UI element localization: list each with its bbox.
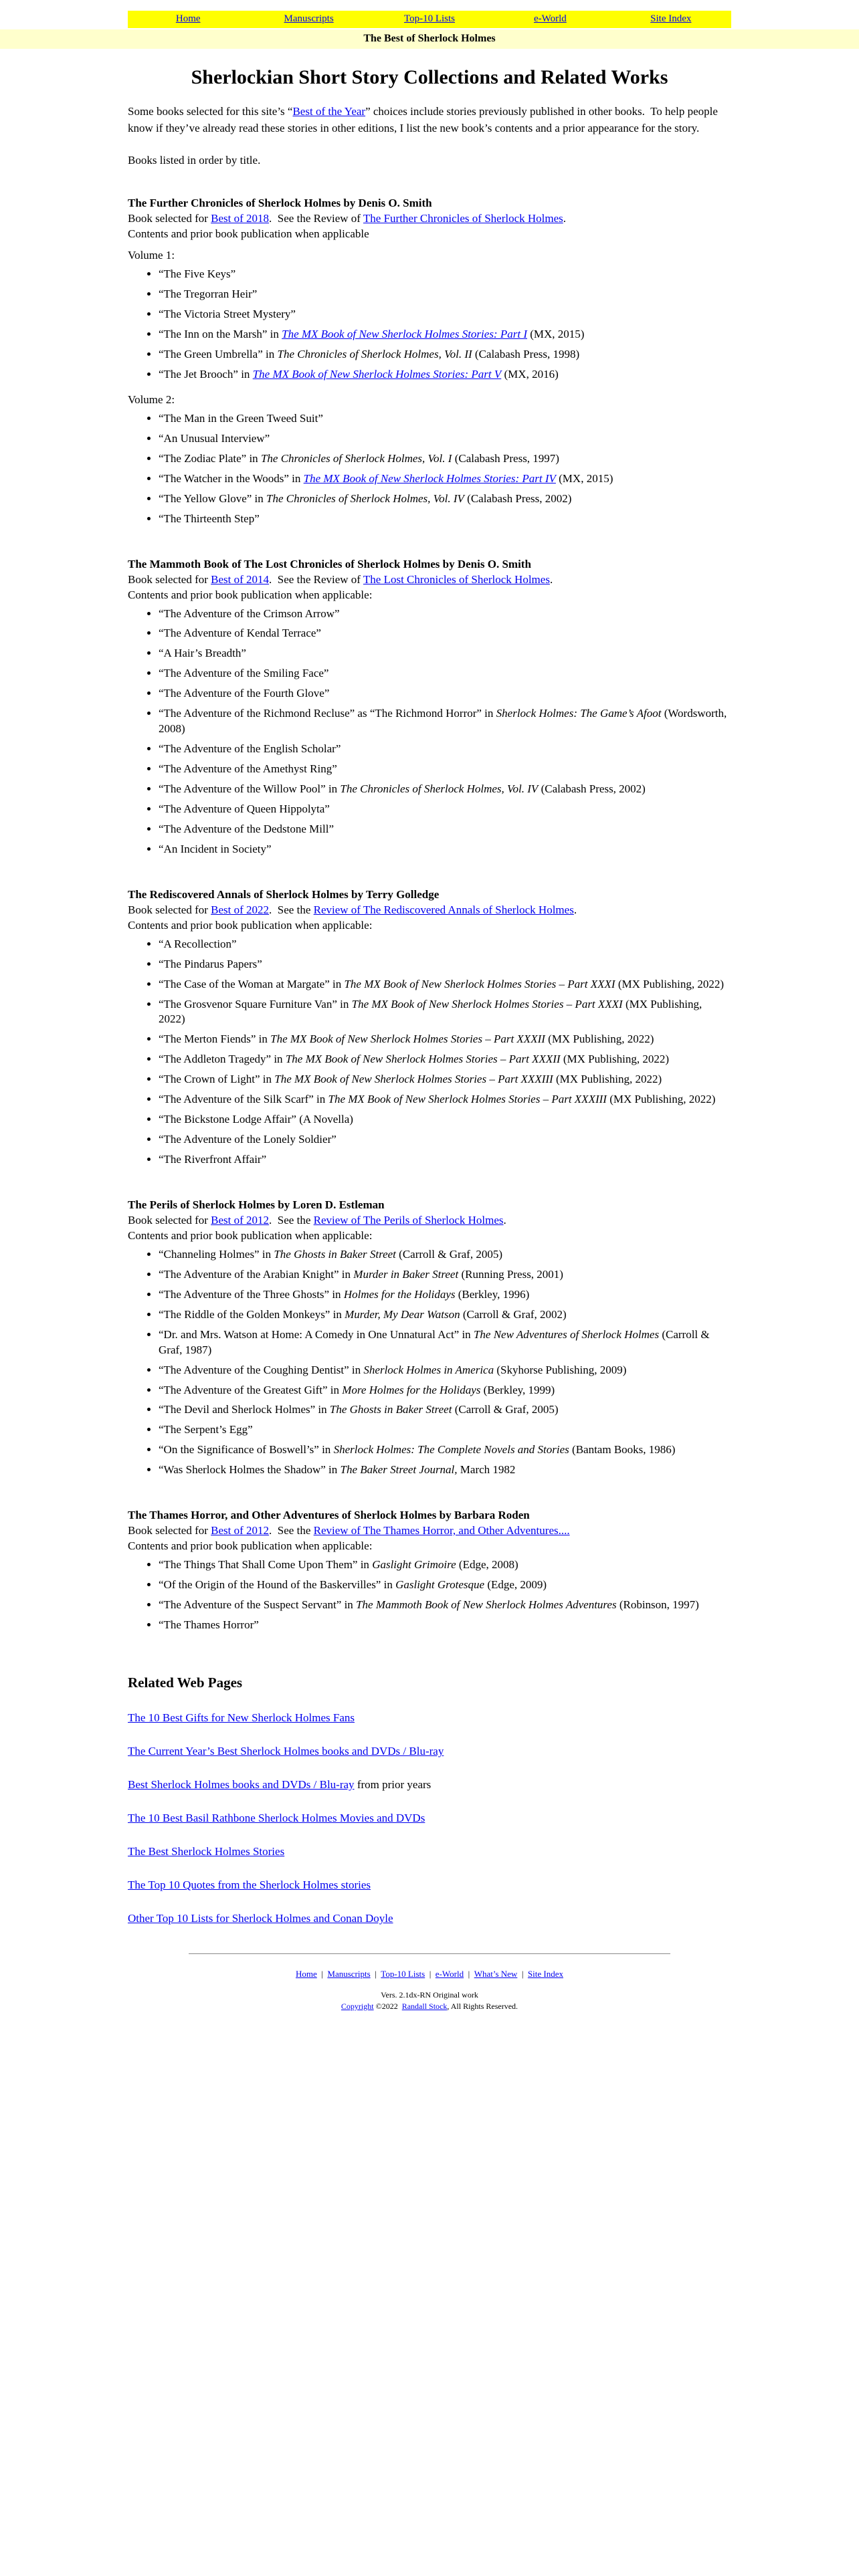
book-section — [128, 1198, 731, 1478]
story-item — [159, 1132, 731, 1148]
related-link-line — [128, 1812, 731, 1825]
story-list — [128, 411, 731, 527]
text-segment: (Berkley, 1999) — [480, 1383, 555, 1396]
contents-label: Contents and prior book publication when applicable: — [128, 918, 373, 932]
footer-separator: | — [464, 1968, 474, 1979]
text-segment: “The Yellow Glove” in — [159, 492, 267, 505]
story-item — [159, 706, 731, 737]
text-segment: (MX Publishing, 2022) — [560, 1053, 670, 1066]
text-segment: “The Adventure of the Arabian Knight” in — [159, 1267, 354, 1281]
text-segment: (Carroll & Graf, 2005) — [452, 1403, 559, 1416]
story-item — [159, 626, 731, 641]
text-segment: “The Adventure of Kendal Terrace” — [159, 627, 321, 640]
text-segment: (Carroll & Graf, 2002) — [460, 1307, 567, 1321]
text-segment: The Chronicles of Sherlock Holmes, Vol. I — [260, 451, 452, 465]
text-segment: “The Things That Shall Come Upon Them” in — [159, 1558, 373, 1572]
best-of-link[interactable]: Best of 2012 — [211, 1524, 270, 1537]
text-segment: “The Riverfront Affair” — [159, 1153, 267, 1166]
story-item — [159, 666, 731, 681]
text-segment: Book selected for — [128, 212, 211, 225]
story-item — [159, 686, 731, 702]
book-section — [128, 558, 731, 857]
author-link[interactable]: Randall Stock — [401, 2001, 448, 2011]
footer-divider — [189, 1953, 670, 1954]
story-item — [159, 492, 731, 507]
text-segment: “The Merton Fiends” in — [159, 1033, 271, 1046]
text-segment: “The Zodiac Plate” in — [159, 451, 261, 465]
text-segment: (MX Publishing, 2022) — [606, 1093, 716, 1106]
text-segment: The Mammoth Book of New Sherlock Holmes Adventures — [356, 1598, 617, 1612]
contents-label: Contents and prior book publication when applicable: — [128, 588, 373, 601]
story-item — [159, 842, 731, 857]
contents-label: Contents and prior book publication when applicable: — [128, 1539, 373, 1553]
story-item — [159, 471, 731, 487]
text-segment: “Of the Origin of the Hound of the Baskervilles” in — [159, 1578, 396, 1592]
text-segment: “The Five Keys” — [159, 267, 236, 281]
story-item — [159, 802, 731, 817]
related-pages-heading: Related Web Pages — [128, 1674, 243, 1691]
text-segment: Book selected for — [128, 903, 211, 916]
text-segment: “An Incident in Society” — [159, 842, 272, 855]
best-of-link[interactable]: Best of 2014 — [211, 572, 270, 586]
text-segment: “The Adventure of the Coughing Dentist” in — [159, 1363, 364, 1376]
page-title: Sherlockian Short Story Collections and Related Works — [191, 66, 668, 88]
story-item — [159, 1363, 731, 1378]
text-segment: The Ghosts in Baker Street — [329, 1403, 452, 1416]
best-of-link[interactable]: Best of 2018 — [211, 212, 270, 225]
book-sections — [128, 197, 731, 1633]
text-segment: “The Addleton Tragedy” in — [159, 1053, 286, 1066]
story-item — [159, 1442, 731, 1458]
text-segment: “The Adventure of the Three Ghosts” in — [159, 1287, 344, 1301]
story-item — [159, 1247, 731, 1263]
volume-label: Volume 2: — [128, 393, 175, 406]
text-segment: (Bantam Books, 1986) — [569, 1443, 676, 1457]
text-segment: “The Adventure of the Lonely Soldier” — [159, 1133, 337, 1146]
book-selection-line — [128, 1214, 731, 1227]
nav-link-home[interactable]: Home — [175, 13, 201, 24]
story-item — [159, 1287, 731, 1303]
story-item — [159, 1402, 731, 1418]
text-segment: . See the Review of — [269, 572, 363, 586]
related-link-line — [128, 1711, 731, 1725]
book-title-link[interactable]: The MX Book of New Sherlock Holmes Stories: Part V — [252, 367, 502, 381]
text-segment: “An Unusual Interview” — [159, 431, 270, 445]
text-segment: (Calabash Press, 1997) — [452, 451, 559, 465]
nav-cell-e-world — [490, 11, 610, 28]
text-segment: (MX Publishing, 2022) — [553, 1073, 662, 1086]
footer-nav-link-top-10-lists[interactable]: Top-10 Lists — [381, 1968, 425, 1979]
related-link[interactable]: Best Sherlock Holmes books and DVDs / Blu-ray — [128, 1778, 355, 1791]
text-segment: . — [549, 572, 553, 586]
book-title-link[interactable]: The MX Book of New Sherlock Holmes Stories: Part IV — [303, 471, 556, 485]
story-item — [159, 327, 731, 342]
book-section — [128, 1509, 731, 1633]
text-segment: (Carroll & Graf, 1987) — [159, 1327, 710, 1356]
text-segment: March 1982 — [457, 1463, 516, 1477]
story-item — [159, 957, 731, 972]
story-item — [159, 1307, 731, 1323]
nav-cell-manuscripts — [248, 11, 369, 28]
book-section — [128, 888, 731, 1168]
best-of-link[interactable]: Best of 2022 — [211, 903, 270, 916]
story-list — [128, 937, 731, 1168]
text-segment: The New Adventures of Sherlock Holmes — [473, 1327, 660, 1341]
footer-separator: | — [316, 1968, 328, 1979]
footer-separator: | — [370, 1968, 381, 1979]
footer-nav-link-e-world[interactable]: e-World — [435, 1968, 464, 1979]
text-segment: “Dr. and Mrs. Watson at Home: A Comedy in One Unnatural Act” in — [159, 1327, 474, 1341]
text-segment: “The Adventure of the Greatest Gift” in — [159, 1383, 343, 1396]
story-item — [159, 431, 731, 447]
intro-paragraph — [128, 104, 731, 136]
text-segment: “The Adventure of the Smiling Face” — [159, 667, 329, 680]
text-segment: “The Adventure of the Silk Scarf” in — [159, 1093, 328, 1106]
related-links — [128, 1711, 731, 1925]
text-segment: (MX Publishing, 2022) — [159, 997, 702, 1026]
nav-link-e-world[interactable]: e-World — [533, 13, 567, 24]
book-title-heading: The Perils of Sherlock Holmes by Loren D. Estleman — [128, 1198, 385, 1211]
footer-nav-link-what-s-new[interactable]: What’s New — [474, 1968, 518, 1979]
story-item — [159, 822, 731, 837]
text-segment: “The Case of the Woman at Margate” in — [159, 977, 345, 990]
text-segment: . See the — [269, 903, 314, 916]
text-segment: The Chronicles of Sherlock Holmes, Vol. IV — [266, 492, 464, 505]
text-segment: Murder in Baker Street — [353, 1267, 459, 1281]
story-item — [159, 937, 731, 952]
story-item — [159, 762, 731, 777]
story-item — [159, 1032, 731, 1047]
top-nav — [128, 11, 731, 28]
related-link[interactable]: The Current Year’s Best Sherlock Holmes books and DVDs / Blu-ray — [128, 1744, 444, 1757]
text-segment: Book selected for — [128, 1213, 211, 1226]
text-segment: (Calabash Press, 1998) — [472, 348, 580, 361]
text-segment: Book selected for — [128, 1524, 211, 1537]
text-segment: “The Man in the Green Tweed Suit” — [159, 411, 323, 425]
text-segment: . — [573, 903, 577, 916]
site-title: The Best of Sherlock Holmes — [363, 33, 496, 44]
related-link-line — [128, 1845, 731, 1858]
story-item — [159, 267, 731, 282]
text-segment: The MX Book of New Sherlock Holmes Stories – Part XXXI — [351, 997, 623, 1010]
text-segment: Sherlock Holmes: The Complete Novels and Stories — [333, 1443, 569, 1457]
story-item — [159, 347, 731, 362]
text-segment: “The Thames Horror” — [159, 1618, 259, 1632]
text-segment: “A Hair’s Breadth” — [159, 647, 246, 660]
story-item — [159, 1327, 731, 1358]
volume-label: Volume 1: — [128, 249, 175, 262]
text-segment: (MX, 2015) — [527, 328, 585, 341]
story-item — [159, 307, 731, 322]
text-segment: “The Adventure of the Fourth Glove” — [159, 687, 330, 700]
book-selection-line — [128, 1524, 731, 1537]
related-link-line — [128, 1745, 731, 1758]
story-item — [159, 1463, 731, 1478]
text-segment: (MX Publishing, 2022) — [545, 1033, 654, 1046]
story-item — [159, 977, 731, 992]
footer-nav — [0, 1969, 859, 1979]
text-segment: Some books selected for this site’s “ — [128, 105, 293, 118]
text-segment: (Carroll & Graf, 2005) — [395, 1247, 502, 1261]
story-item — [159, 367, 731, 383]
text-segment: . — [563, 212, 567, 225]
book-title-heading: The Rediscovered Annals of Sherlock Holmes by Terry Golledge — [128, 887, 440, 901]
text-segment: The Baker Street Journal, — [340, 1463, 458, 1477]
text-segment: (Berkley, 1996) — [455, 1287, 530, 1301]
related-link-line — [128, 1912, 731, 1925]
story-item — [159, 1598, 731, 1613]
text-segment: . — [503, 1213, 506, 1226]
review-link[interactable]: Review of The Thames Horror, and Other Adventures.... — [313, 1524, 570, 1537]
page-footer — [0, 1953, 859, 2012]
text-segment: “The Riddle of the Golden Monkeys” in — [159, 1307, 345, 1321]
story-item — [159, 1558, 731, 1573]
text-segment: “The Adventure of the Amethyst Ring” — [159, 762, 337, 776]
text-segment: “The Crown of Light” in — [159, 1073, 275, 1086]
text-segment: Holmes for the Holidays — [343, 1287, 456, 1301]
review-link[interactable]: Review of The Perils of Sherlock Holmes — [313, 1213, 504, 1226]
best-of-link[interactable]: Best of 2012 — [211, 1213, 270, 1226]
related-link[interactable]: Other Top 10 Lists for Sherlock Holmes and Conan Doyle — [128, 1911, 393, 1925]
related-link-line — [128, 1879, 731, 1892]
text-segment: ” choices include stories previously published in other books. To help people know if they’ve already read these stories in other editions, I list the new book’s contents and a prior appearance for the story. — [128, 105, 718, 134]
text-segment: The MX Book of New Sherlock Holmes Stories – Part XXXI — [344, 977, 615, 990]
story-list — [128, 1247, 731, 1478]
nav-cell-site-index — [611, 11, 731, 28]
text-segment: “On the Significance of Boswell’s” in — [159, 1443, 334, 1457]
text-segment: “The Adventure of the Suspect Servant” in — [159, 1598, 357, 1612]
text-segment: “The Thirteenth Step” — [159, 512, 260, 525]
story-item — [159, 742, 731, 757]
text-segment: Book selected for — [128, 572, 211, 586]
text-segment: Gaslight Grimoire — [372, 1558, 456, 1572]
story-item — [159, 1618, 731, 1633]
main-content — [128, 66, 731, 1925]
text-segment: “The Adventure of the Richmond Recluse” as “The Richmond Horror” in — [159, 707, 496, 720]
text-segment: (MX, 2016) — [501, 367, 559, 381]
top-nav-row — [128, 11, 731, 28]
copyright-line — [0, 2002, 859, 2012]
text-segment: “Channeling Holmes” in — [159, 1247, 274, 1261]
related-link[interactable]: The Best Sherlock Holmes Stories — [128, 1844, 285, 1858]
text-segment: “The Jet Brooch” in — [159, 367, 253, 381]
story-list — [128, 1558, 731, 1633]
text-segment: The MX Book of New Sherlock Holmes Stories – Part XXXII — [270, 1033, 545, 1046]
text-segment: The MX Book of New Sherlock Holmes Stories – Part XXXII — [285, 1053, 561, 1066]
story-item — [159, 646, 731, 661]
story-item — [159, 607, 731, 622]
text-segment: “The Watcher in the Woods” in — [159, 471, 304, 485]
story-list — [128, 607, 731, 857]
top-nav-wrap — [0, 0, 859, 49]
story-list — [128, 267, 731, 383]
text-segment: “The Victoria Street Mystery” — [159, 308, 296, 321]
text-segment: “The Adventure of the Dedstone Mill” — [159, 822, 335, 835]
text-segment: “The Adventure of the Crimson Arrow” — [159, 607, 340, 620]
footer-nav-link-manuscripts[interactable]: Manuscripts — [327, 1968, 371, 1979]
story-item — [159, 1383, 731, 1398]
story-item — [159, 1072, 731, 1087]
story-item — [159, 1152, 731, 1168]
nav-link-site-index[interactable]: Site Index — [650, 13, 692, 24]
book-title-heading: The Thames Horror, and Other Adventures of Sherlock Holmes by Barbara Roden — [128, 1509, 530, 1522]
copyright-link[interactable]: Copyright — [341, 2001, 374, 2011]
story-item — [159, 997, 731, 1028]
text-segment: “The Green Umbrella” in — [159, 348, 278, 361]
text-segment: . See the — [269, 1524, 314, 1537]
text-segment: from prior years — [354, 1778, 432, 1791]
story-item — [159, 512, 731, 527]
text-segment: “The Adventure of the Willow Pool” in — [159, 782, 341, 795]
footer-nav-link-home[interactable]: Home — [296, 1968, 317, 1979]
text-segment: The MX Book of New Sherlock Holmes Stories – Part XXXIII — [274, 1073, 553, 1086]
text-segment: (MX, 2015) — [555, 471, 613, 485]
story-item — [159, 1578, 731, 1593]
text-segment: More Holmes for the Holidays — [342, 1383, 481, 1396]
text-segment: “The Adventure of the English Scholar” — [159, 742, 341, 756]
book-title-link[interactable]: The MX Book of New Sherlock Holmes Stories: Part I — [282, 328, 527, 341]
nav-link-top-10-lists[interactable]: Top-10 Lists — [403, 13, 455, 24]
story-item — [159, 1092, 731, 1107]
book-title-heading: The Further Chronicles of Sherlock Holmes by Denis O. Smith — [128, 197, 432, 210]
book-section — [128, 197, 731, 526]
text-segment: (Edge, 2008) — [456, 1558, 518, 1572]
text-segment: (Running Press, 2001) — [458, 1267, 563, 1281]
text-segment: “The Grosvenor Square Furniture Van” in — [159, 997, 352, 1010]
best-of-the-year-link[interactable]: Best of the Year — [292, 105, 366, 118]
story-item — [159, 1267, 731, 1283]
text-segment: The Chronicles of Sherlock Holmes, Vol. II — [277, 348, 472, 361]
book-selection-line — [128, 573, 731, 586]
text-segment: “The Serpent’s Egg” — [159, 1423, 253, 1436]
text-segment: ©2022 — [373, 2001, 402, 2011]
nav-cell-home — [128, 11, 248, 28]
text-segment: The MX Book of New Sherlock Holmes Stories – Part XXXIII — [328, 1093, 607, 1106]
text-segment: . See the Review of — [269, 212, 363, 225]
book-selection-line — [128, 212, 731, 225]
text-segment: “The Pindarus Papers” — [159, 957, 262, 970]
text-segment: (Edge, 2009) — [484, 1578, 547, 1592]
story-item — [159, 1112, 731, 1128]
contents-label: Contents and prior book publication when applicable — [128, 227, 369, 241]
nav-cell-top-10-lists — [369, 11, 490, 28]
text-segment: “Was Sherlock Holmes the Shadow” in — [159, 1463, 341, 1477]
related-link[interactable]: The Top 10 Quotes from the Sherlock Holmes stories — [128, 1878, 371, 1891]
related-link[interactable]: The 10 Best Gifts for New Sherlock Holmes Fans — [128, 1711, 355, 1724]
text-segment: (Calabash Press, 2002) — [464, 492, 572, 505]
text-segment: . See the — [269, 1213, 314, 1226]
text-segment: (Wordsworth, 2008) — [159, 707, 727, 736]
footer-nav-link-site-index[interactable]: Site Index — [527, 1968, 563, 1979]
text-segment: Sherlock Holmes in America — [363, 1363, 494, 1376]
text-segment: “The Bickstone Lodge Affair” (A Novella) — [159, 1113, 353, 1126]
site-title-bar — [0, 29, 859, 49]
text-segment: “The Devil and Sherlock Holmes” in — [159, 1403, 330, 1416]
story-item — [159, 782, 731, 797]
text-segment: (Robinson, 1997) — [616, 1598, 699, 1612]
story-item — [159, 451, 731, 467]
order-note: Books listed in order by title. — [128, 154, 261, 167]
related-link-line — [128, 1778, 731, 1792]
nav-link-manuscripts[interactable]: Manuscripts — [284, 13, 334, 24]
text-segment: (Calabash Press, 2002) — [538, 782, 646, 795]
review-link[interactable]: The Further Chronicles of Sherlock Holmes — [363, 212, 563, 225]
version-line: Vers. 2.1dx-RN Original work — [381, 1990, 478, 2000]
text-segment: (MX Publishing, 2022) — [615, 977, 725, 990]
review-link[interactable]: Review of The Rediscovered Annals of Sherlock Holmes — [313, 903, 574, 916]
text-segment: “The Tregorran Heir” — [159, 288, 258, 301]
text-segment: Gaslight Grotesque — [395, 1578, 485, 1592]
related-link[interactable]: The 10 Best Basil Rathbone Sherlock Holmes Movies and DVDs — [128, 1811, 425, 1824]
story-item — [159, 1422, 731, 1438]
story-item — [159, 287, 731, 302]
footer-separator: | — [425, 1968, 436, 1979]
story-item — [159, 411, 731, 427]
footer-separator: | — [517, 1968, 528, 1979]
review-link[interactable]: The Lost Chronicles of Sherlock Holmes — [363, 572, 550, 586]
text-segment: Murder, My Dear Watson — [345, 1307, 460, 1321]
text-segment: “The Adventure of Queen Hippolyta” — [159, 802, 330, 815]
text-segment: “The Inn on the Marsh” in — [159, 328, 282, 341]
book-title-heading: The Mammoth Book of The Lost Chronicles of Sherlock Holmes by Denis O. Smith — [128, 557, 531, 570]
text-segment: (Skyhorse Publishing, 2009) — [494, 1363, 627, 1376]
text-segment: The Ghosts in Baker Street — [274, 1247, 396, 1261]
text-segment: Sherlock Holmes: The Game’s Afoot — [496, 707, 662, 720]
text-segment: The Chronicles of Sherlock Holmes, Vol. IV — [340, 782, 539, 795]
text-segment: , All Rights Reserved. — [447, 2001, 518, 2011]
story-item — [159, 1052, 731, 1067]
contents-label: Contents and prior book publication when applicable: — [128, 1228, 373, 1242]
text-segment: “A Recollection” — [159, 937, 237, 950]
book-selection-line — [128, 903, 731, 917]
